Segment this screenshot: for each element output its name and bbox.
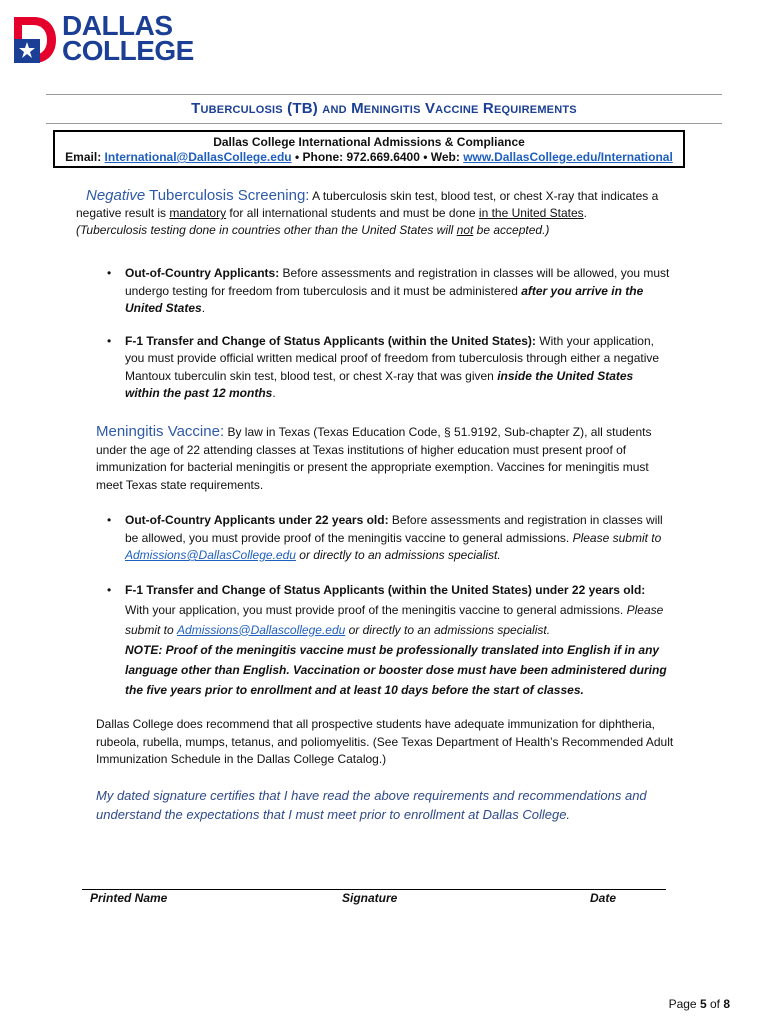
- certify-statement: My dated signature certifies that I have read the above requirements and recommendations and understand the expectations that I must meet prior to enrollment at Dallas College.: [96, 788, 647, 822]
- printed-name-label: Printed Name: [90, 891, 168, 905]
- page-number: [669, 997, 730, 1011]
- tb-b1-bi: after you arrive in the United States: [125, 283, 644, 315]
- tb-b1-bold: Out-of-Country Applicants:: [125, 266, 280, 280]
- meningitis-paragraph: [96, 423, 668, 494]
- tb-b1-text: Before assessments and registration in classes will be allowed, you must undergo testing for freedom from tuberculosis and it must be administered: [125, 266, 670, 298]
- tb-mandatory: mandatory: [169, 206, 227, 220]
- tb-bullet-out-of-country: [107, 265, 670, 318]
- total-pages: 8: [723, 997, 730, 1011]
- bullet-icon: •: [107, 513, 112, 527]
- date-label: Date: [590, 891, 617, 905]
- men-b1-it2: or directly to an admissions specialist.: [295, 548, 501, 562]
- tb-b1-end: .: [201, 301, 206, 315]
- tb-bullets: [107, 265, 670, 403]
- tb-b2-end: .: [272, 386, 276, 400]
- current-page: 5: [699, 997, 707, 1011]
- tb-heading-negative: Negative: [86, 187, 146, 204]
- tb-b2-bi: inside the United States within the past 12 months: [125, 368, 634, 400]
- tb-in-us: in the United States: [478, 206, 584, 220]
- admissions-email-link[interactable]: Admissions@DallasCollege.edu: [125, 548, 296, 562]
- tb-note: [76, 222, 696, 240]
- men-b2-note: NOTE: Proof of the meningitis vaccine must be professionally translated into English if in any language other than English. Vaccination or booster dose must have been administered during the five years prior to enrollment and at least 10 days before the start of classes.: [125, 642, 667, 697]
- contact-org: Dallas College International Admissions & Compliance: [213, 135, 525, 149]
- web-link[interactable]: www.DallasCollege.edu/International: [463, 150, 673, 164]
- tb-note-a: (Tuberculosis testing done in countries other than the United States will: [76, 223, 457, 237]
- men-b2-it2: or directly to an admissions specialist.: [345, 622, 551, 637]
- tb-heading-line: [86, 187, 696, 206]
- bullet-icon: •: [107, 333, 112, 348]
- tb-note-not: not: [456, 223, 474, 237]
- contact-box: [53, 130, 685, 168]
- page-title: Tuberculosis (TB) and Meningitis Vaccine Requirements: [191, 100, 577, 117]
- meningitis-heading: Meningitis Vaccine:: [96, 423, 225, 440]
- men-b1-text: Before assessments and registration in classes will be allowed, you must provide proof of the meningitis vaccine to general admissions.: [125, 513, 663, 545]
- signature-line[interactable]: [82, 889, 666, 890]
- page-of: of: [706, 997, 724, 1011]
- tb-text2b: for all international students and must be done: [226, 206, 479, 220]
- tb-b2-bold: F-1 Transfer and Change of Status Applicants (within the United States):: [125, 333, 536, 348]
- logo-line2: COLLEGE: [62, 35, 194, 66]
- men-b1-it1: Please submit to: [572, 530, 662, 545]
- email-link[interactable]: International@DallasCollege.edu: [104, 150, 292, 164]
- phone-text: • Phone: 972.669.6400 • Web:: [291, 150, 464, 164]
- meningitis-bullets: [107, 512, 670, 700]
- meningitis-text: By law in Texas (Texas Education Code, § 51.9192, Sub-chapter Z), all students under the age of 22 attending classes at Texas institutions of higher education must present proof of immunization for bacterial meningitis or present the appropriate exemption. Vaccines for meningitis must meet Texas state requirements.: [96, 425, 652, 492]
- tb-note-b: be accepted.): [473, 223, 550, 237]
- logo-d-star-icon: [12, 15, 58, 65]
- tb-text2c: .: [583, 206, 587, 220]
- tb-b2-text: With your application, you must provide official written medical proof of freedom from tuberculosis through either a negative Mantoux tuberculin skin test, blood test, or chest X-ray that was given: [125, 333, 660, 383]
- dallas-college-logo: [12, 12, 202, 68]
- logo-line1: DALLAS: [62, 10, 173, 41]
- men-bullet-out-of-country: [107, 512, 670, 565]
- recommend-paragraph: Dallas College does recommend that all prospective students have adequate immunization for diphtheria, rubeola, rubella, mumps, tetanus, and poliomyelitis. (See Texas Department of Health’s Recommended Adult Immunization Schedule in the Dallas College Catalog.): [96, 717, 674, 766]
- men-bullet-f1-transfer: [107, 580, 670, 700]
- contact-line: [55, 150, 683, 165]
- men-b2-text: With your application, you must provide proof of the meningitis vaccine to general admissions.: [125, 602, 627, 617]
- bullet-icon: •: [107, 582, 112, 597]
- men-b2-it1: Please submit to: [125, 602, 664, 637]
- page-word: Page: [668, 997, 700, 1011]
- men-b2-bold: F-1 Transfer and Change of Status Applicants (within the United States) under 22 years old:: [125, 582, 646, 597]
- tb-text2a: negative result is: [76, 206, 170, 220]
- tb-heading: Tuberculosis Screening:: [145, 187, 310, 204]
- title-divider: [46, 123, 722, 124]
- tb-text1: A tuberculosis skin test, blood test, or chest X-ray that indicates a: [309, 189, 659, 203]
- tb-text-line2: [76, 205, 696, 223]
- tb-bullet-f1-transfer: [107, 333, 670, 403]
- email-label: Email:: [65, 150, 105, 164]
- admissions-email-link-2[interactable]: Admissions@Dallascollege.edu: [177, 622, 346, 637]
- men-b1-bold: Out-of-Country Applicants under 22 years old:: [125, 513, 389, 527]
- top-divider: [46, 94, 722, 95]
- bullet-icon: •: [107, 266, 112, 280]
- signature-label: Signature: [342, 891, 398, 905]
